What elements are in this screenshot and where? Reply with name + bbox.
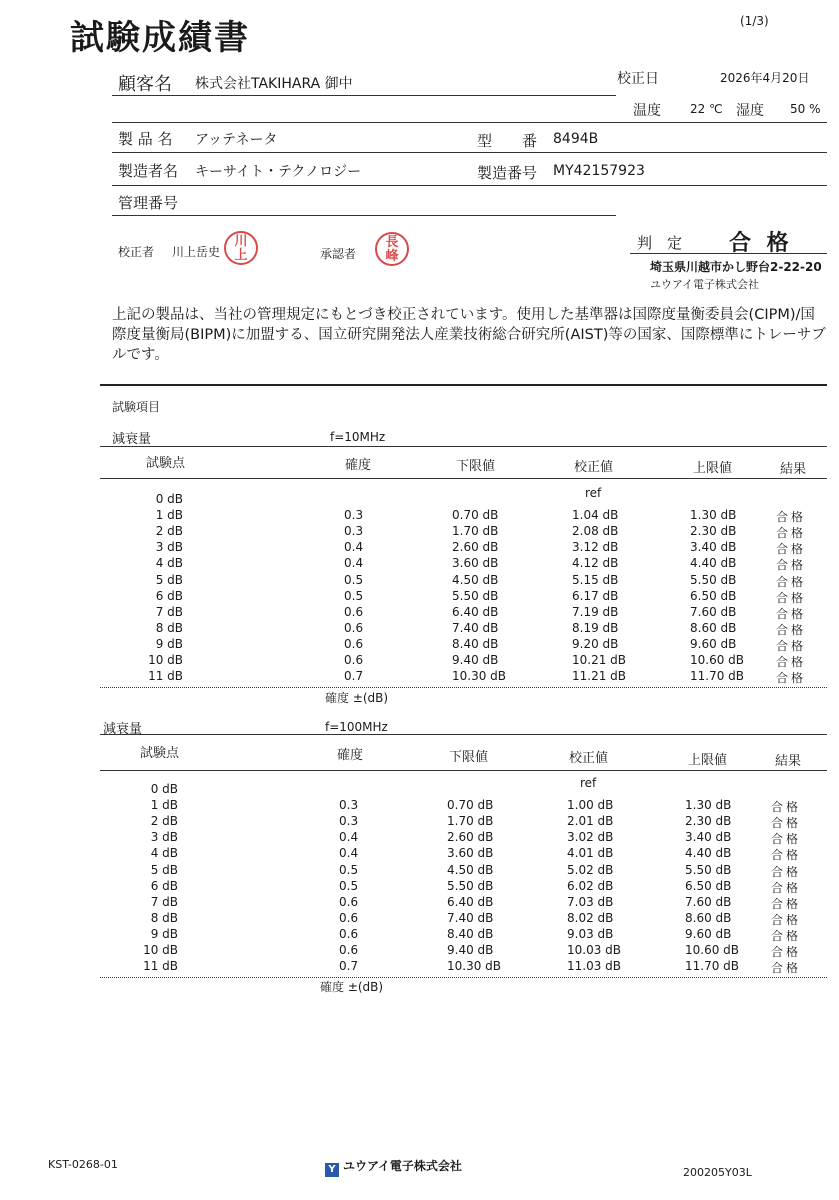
test-point-cell: 1 dB (150, 798, 178, 813)
upper-limit-cell: 10.60 dB (685, 943, 740, 957)
table1-name: 減衰量 (112, 432, 152, 447)
judgement-label: 判 定 (637, 234, 683, 252)
calibrated-value-cell: ref (585, 486, 602, 500)
table-row (0, 879, 834, 895)
calibrated-value-cell: 11.21 dB (572, 669, 627, 684)
upper-limit-cell: 7.60 dB (690, 604, 737, 619)
table-row (0, 621, 839, 637)
manufacturer-value: キーサイト・テクノロジー (195, 164, 362, 180)
calibrator-label: 校正者 (118, 245, 155, 259)
test-point-cell: 8 dB (155, 620, 183, 635)
table-row (0, 653, 839, 669)
company-address: 埼玉県川越市かし野台2-22-20 (650, 260, 822, 274)
uncertainty-cell: 0.6 (344, 653, 364, 667)
table-row (0, 943, 834, 959)
statement-divider (100, 384, 827, 386)
result-cell: 合格 (776, 671, 807, 686)
temperature-label: 温度 (633, 103, 661, 119)
calibrated-value-cell: 6.02 dB (567, 878, 614, 893)
lower-limit-cell: 1.70 dB (452, 524, 499, 539)
result-cell: 合格 (771, 848, 802, 863)
document-code: 200205Y03L (683, 1166, 752, 1179)
lower-limit-cell: 5.50 dB (447, 878, 494, 893)
table2-header-rule (100, 770, 827, 771)
customer-underline (112, 95, 616, 96)
upper-limit-cell: 4.40 dB (690, 556, 737, 571)
table2-header-result: 結果 (775, 754, 802, 769)
table2-frequency: f=100MHz (325, 720, 388, 734)
table1-frequency: f=10MHz (330, 430, 386, 444)
upper-limit-cell: 8.60 dB (690, 620, 737, 635)
upper-limit-cell: 1.30 dB (685, 798, 732, 813)
test-point-cell: 4 dB (155, 556, 183, 571)
document-title: 試験成績書 (70, 18, 250, 58)
calibrated-value-cell: 1.00 dB (567, 798, 614, 813)
approver-seal: 長 峰 (375, 232, 409, 266)
result-cell: 合格 (771, 880, 802, 895)
lower-limit-cell: 7.40 dB (452, 620, 499, 635)
lower-limit-cell: 8.40 dB (447, 926, 494, 941)
uncertainty-cell: 0.6 (339, 894, 359, 909)
table1-header-calibrated: 校正値 (574, 460, 614, 475)
footer-company-name: ユウアイ電子株式会社 (343, 1159, 462, 1173)
calibrated-value-cell: 5.15 dB (572, 572, 619, 587)
test-point-cell: 0 dB (150, 782, 178, 796)
upper-limit-cell: 9.60 dB (685, 926, 732, 941)
table1-header-lower: 下限値 (456, 459, 496, 474)
calibrator-seal: 川 上 (224, 231, 258, 265)
result-cell: 合格 (771, 928, 802, 943)
uncertainty-cell: 0.4 (339, 846, 359, 861)
manufacturer-divider (112, 185, 827, 186)
result-cell: 合格 (776, 622, 807, 637)
table-row (0, 814, 834, 830)
calibrated-value-cell: 10.21 dB (572, 653, 627, 667)
company-name: ユウアイ電子株式会社 (650, 278, 760, 291)
table-row (0, 830, 834, 846)
test-point-cell: 2 dB (155, 524, 183, 539)
result-cell: 合格 (776, 542, 807, 557)
table-row (0, 605, 839, 621)
temperature-value: 22 ℃ (690, 102, 723, 116)
calibrated-value-cell: 9.03 dB (567, 926, 614, 941)
test-point-cell: 7 dB (155, 604, 183, 619)
model-value: 8494B (553, 131, 599, 147)
result-cell: 合格 (771, 864, 802, 879)
test-point-cell: 3 dB (150, 830, 178, 845)
table1-bottom-rule (100, 687, 827, 688)
customer-value: 株式会社TAKIHARA 御中 (195, 76, 353, 92)
upper-limit-cell: 3.40 dB (690, 540, 737, 555)
management-label: 管理番号 (118, 194, 179, 212)
table2-header-calibrated: 校正値 (569, 751, 609, 766)
lower-limit-cell: 2.60 dB (447, 830, 494, 845)
uncertainty-cell: 0.3 (344, 524, 364, 539)
table2-header-upper: 上限値 (688, 753, 728, 768)
humidity-label: 湿度 (736, 103, 764, 119)
upper-limit-cell: 9.60 dB (690, 636, 737, 651)
table-row (0, 540, 839, 556)
approver-label: 承認者 (320, 247, 357, 261)
uncertainty-cell: 0.6 (339, 943, 359, 957)
test-point-cell: 1 dB (155, 508, 183, 523)
uncertainty-cell: 0.3 (339, 798, 359, 813)
uncertainty-cell: 0.4 (344, 556, 364, 571)
upper-limit-cell: 11.70 dB (685, 959, 740, 974)
company-logo-icon: Y (325, 1163, 339, 1177)
calibration-statement: 上記の製品は、当社の管理規定にもとづき校正されています。使用した基準器は国際度量衡委員会(CIPM)/国際度量衡局(BIPM)に加盟する、国立研究開発法人産業技術総合研究所(AIST)等の国家、国際標準にトレーサブルです。 (112, 307, 826, 363)
table1-top-rule (100, 446, 827, 447)
test-items-label: 試験項目 (112, 400, 161, 414)
table1-header-rule (100, 478, 827, 479)
table-row (0, 589, 839, 605)
management-divider (112, 215, 616, 216)
page-number: (1/3) (740, 14, 769, 28)
uncertainty-cell: 0.6 (339, 926, 359, 941)
table2-uncertainty-note: 確度 ±(dB) (320, 980, 384, 994)
lower-limit-cell: 0.70 dB (447, 798, 494, 813)
customer-label: 顧客名 (118, 74, 172, 95)
uncertainty-cell: 0.7 (344, 669, 364, 684)
calibrated-value-cell: 4.01 dB (567, 846, 614, 861)
table-row (0, 508, 839, 524)
uncertainty-cell: 0.6 (344, 604, 364, 619)
result-cell: 合格 (771, 912, 802, 927)
serial-value: MY42157923 (553, 163, 645, 179)
table1-header-upper: 上限値 (693, 461, 733, 476)
test-point-cell: 7 dB (150, 894, 178, 909)
calibrated-value-cell: 2.01 dB (567, 814, 614, 829)
upper-limit-cell: 10.60 dB (690, 653, 745, 667)
lower-limit-cell: 8.40 dB (452, 636, 499, 651)
test-point-cell: 6 dB (150, 878, 178, 893)
uncertainty-cell: 0.4 (344, 540, 364, 555)
test-point-cell: 3 dB (155, 540, 183, 555)
calibrated-value-cell: 8.02 dB (567, 910, 614, 925)
result-cell: 合格 (771, 832, 802, 847)
lower-limit-cell: 10.30 dB (452, 669, 507, 684)
table2-header-point: 試験点 (140, 746, 180, 761)
calibrated-value-cell: 4.12 dB (572, 556, 619, 571)
product-divider (112, 152, 827, 153)
result-cell: 合格 (776, 510, 807, 525)
calibration-date-value: 2026年4月20日 (720, 71, 810, 85)
test-point-cell: 5 dB (150, 862, 178, 877)
calibrated-value-cell: 2.08 dB (572, 524, 619, 539)
uncertainty-cell: 0.6 (339, 910, 359, 925)
table-row (0, 524, 839, 540)
lower-limit-cell: 0.70 dB (452, 508, 499, 523)
lower-limit-cell: 9.40 dB (452, 653, 499, 667)
humidity-value: 50 % (790, 102, 821, 116)
test-point-cell: 9 dB (150, 926, 178, 941)
test-point-cell: 11 dB (148, 669, 183, 684)
table-row (0, 863, 834, 879)
header-divider (112, 122, 827, 123)
product-value: アッテネータ (195, 132, 278, 148)
table1-uncertainty-note: 確度 ±(dB) (325, 691, 389, 705)
test-point-cell: 4 dB (150, 846, 178, 861)
table-row (0, 776, 834, 798)
table-row (0, 637, 839, 653)
table-row (0, 669, 839, 685)
table-row (0, 556, 839, 572)
uncertainty-cell: 0.4 (339, 830, 359, 845)
calibrated-value-cell: 8.19 dB (572, 620, 619, 635)
test-point-cell: 5 dB (155, 572, 183, 587)
upper-limit-cell: 7.60 dB (685, 894, 732, 909)
result-cell: 合格 (776, 558, 807, 573)
calibrated-value-cell: 3.02 dB (567, 830, 614, 845)
table-row (0, 895, 834, 911)
upper-limit-cell: 1.30 dB (690, 508, 737, 523)
uncertainty-cell: 0.5 (339, 862, 359, 877)
calibration-date-label: 校正日 (617, 71, 659, 87)
upper-limit-cell: 6.50 dB (685, 878, 732, 893)
test-point-cell: 6 dB (155, 588, 183, 603)
lower-limit-cell: 4.50 dB (452, 572, 499, 587)
test-point-cell: 2 dB (150, 814, 178, 829)
calibrated-value-cell: 3.12 dB (572, 540, 619, 555)
lower-limit-cell: 7.40 dB (447, 910, 494, 925)
upper-limit-cell: 3.40 dB (685, 830, 732, 845)
calibrated-value-cell: 9.20 dB (572, 636, 619, 651)
upper-limit-cell: 4.40 dB (685, 846, 732, 861)
lower-limit-cell: 4.50 dB (447, 862, 494, 877)
lower-limit-cell: 2.60 dB (452, 540, 499, 555)
calibrated-value-cell: 5.02 dB (567, 862, 614, 877)
table1-header-uncertainty: 確度 (345, 458, 372, 473)
footer-company-logo (325, 1157, 462, 1177)
product-label: 製 品 名 (118, 130, 173, 148)
serial-label: 製造番号 (477, 164, 538, 182)
lower-limit-cell: 1.70 dB (447, 814, 494, 829)
table-row (0, 573, 839, 589)
upper-limit-cell: 5.50 dB (690, 572, 737, 587)
lower-limit-cell: 5.50 dB (452, 588, 499, 603)
calibrated-value-cell: 11.03 dB (567, 959, 622, 974)
uncertainty-cell: 0.5 (339, 878, 359, 893)
upper-limit-cell: 11.70 dB (690, 669, 745, 684)
table-row (0, 927, 834, 943)
manufacturer-label: 製造者名 (118, 162, 179, 180)
table1-header-result: 結果 (780, 462, 807, 477)
calibrator-name: 川上岳史 (172, 245, 221, 259)
uncertainty-cell: 0.3 (344, 508, 364, 523)
result-cell: 合格 (776, 590, 807, 605)
uncertainty-cell: 0.3 (339, 814, 359, 829)
result-cell: 合格 (771, 945, 802, 959)
upper-limit-cell: 5.50 dB (685, 862, 732, 877)
table-row (0, 911, 834, 927)
result-cell: 合格 (771, 896, 802, 911)
test-point-cell: 10 dB (143, 943, 178, 957)
uncertainty-cell: 0.6 (344, 620, 364, 635)
upper-limit-cell: 8.60 dB (685, 910, 732, 925)
uncertainty-cell: 0.6 (344, 636, 364, 651)
table2-top-rule (100, 734, 827, 735)
test-point-cell: 8 dB (150, 910, 178, 925)
uncertainty-cell: 0.5 (344, 572, 364, 587)
form-code: KST-0268-01 (48, 1158, 118, 1171)
test-point-cell: 9 dB (155, 636, 183, 651)
table-row (0, 798, 834, 814)
test-point-cell: 0 dB (155, 492, 183, 506)
calibrated-value-cell: 7.19 dB (572, 604, 619, 619)
table2-name: 減衰量 (103, 722, 143, 737)
upper-limit-cell: 6.50 dB (690, 588, 737, 603)
test-point-cell: 10 dB (148, 653, 183, 667)
table-row (0, 846, 834, 862)
result-cell: 合格 (776, 574, 807, 589)
result-cell: 合格 (771, 816, 802, 831)
upper-limit-cell: 2.30 dB (690, 524, 737, 539)
table1-header-point: 試験点 (146, 456, 186, 471)
result-cell: 合格 (771, 800, 802, 815)
result-cell: 合格 (776, 526, 807, 541)
lower-limit-cell: 9.40 dB (447, 943, 494, 957)
lower-limit-cell: 10.30 dB (447, 959, 502, 974)
table-row (0, 486, 839, 508)
calibrated-value-cell: 7.03 dB (567, 894, 614, 909)
judgement-value: 合 格 (729, 231, 793, 256)
result-cell: 合格 (776, 638, 807, 653)
uncertainty-cell: 0.7 (339, 959, 359, 974)
lower-limit-cell: 6.40 dB (452, 604, 499, 619)
result-cell: 合格 (776, 606, 807, 621)
upper-limit-cell: 2.30 dB (685, 814, 732, 829)
calibrated-value-cell: 6.17 dB (572, 588, 619, 603)
uncertainty-cell: 0.5 (344, 588, 364, 603)
result-cell: 合格 (771, 961, 802, 976)
model-label: 型 番 (477, 132, 538, 150)
table2-bottom-rule (100, 977, 827, 978)
table2-header-lower: 下限値 (449, 750, 489, 765)
calibrated-value-cell: 1.04 dB (572, 508, 619, 523)
lower-limit-cell: 6.40 dB (447, 894, 494, 909)
judgement-underline (630, 253, 827, 254)
result-cell: 合格 (776, 655, 807, 669)
calibrated-value-cell: ref (580, 776, 597, 790)
lower-limit-cell: 3.60 dB (452, 556, 499, 571)
table2-header-uncertainty: 確度 (337, 748, 364, 763)
table-row (0, 959, 834, 975)
test-point-cell: 11 dB (143, 959, 178, 974)
lower-limit-cell: 3.60 dB (447, 846, 494, 861)
calibrated-value-cell: 10.03 dB (567, 943, 622, 957)
